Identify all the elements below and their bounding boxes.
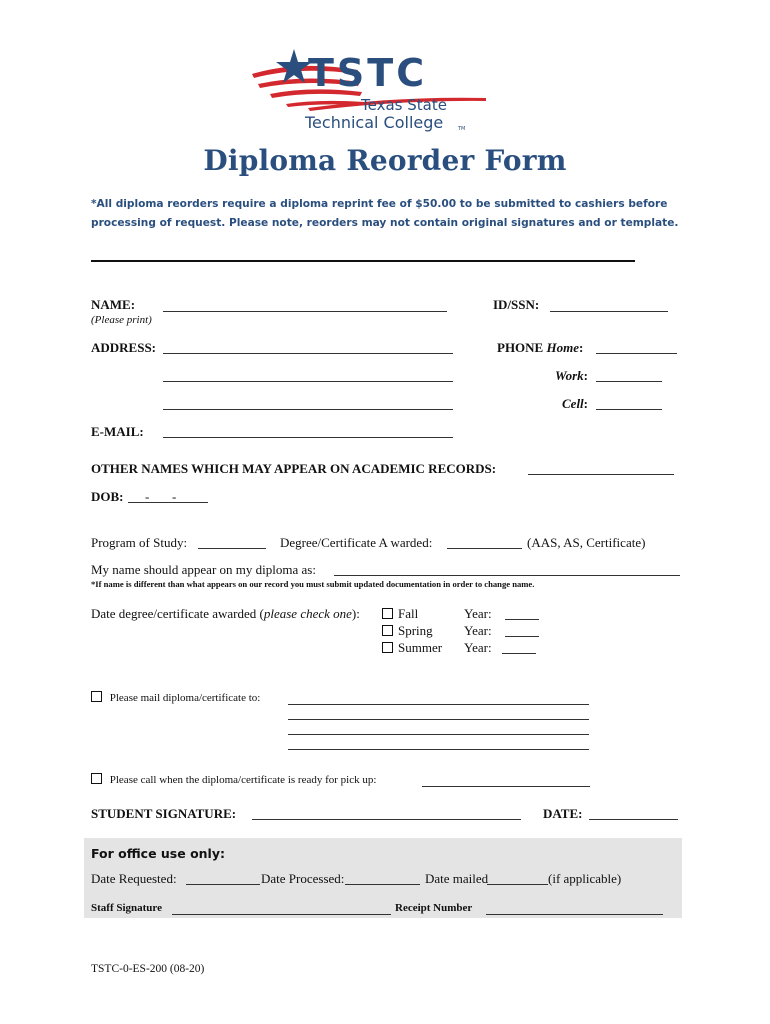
mail-address-field-4[interactable] <box>288 749 589 750</box>
address-field-3[interactable] <box>163 409 453 410</box>
term-summer-checkbox[interactable] <box>382 642 393 653</box>
phone-home-text: Home <box>546 340 579 355</box>
if-applicable-label: (if applicable) <box>548 871 622 886</box>
address-label: ADDRESS: <box>91 340 157 355</box>
other-names-label: OTHER NAMES WHICH MAY APPEAR ON ACADEMIC RECORDS: <box>91 461 497 476</box>
call-option-label: Please call when the diploma/certificate is ready for pick up: <box>109 774 377 786</box>
logo-line1: Texas State <box>361 96 447 114</box>
diploma-name-label: My name should appear on my diploma as: <box>91 562 316 577</box>
dob-separator-2: - <box>172 489 177 504</box>
name-label: NAME: <box>91 297 136 312</box>
staff-signature-field[interactable] <box>172 914 391 915</box>
fall-year-field[interactable] <box>505 619 539 620</box>
fee-notice-line-1: *All diploma reorders require a diploma reprint fee of $50.00 to be submitted to cashiers before <box>91 198 668 210</box>
term-fall[interactable] <box>382 606 418 622</box>
date-requested-label: Date Requested: <box>91 871 177 886</box>
logo-tm: TM <box>458 126 466 132</box>
phone-cell-field[interactable] <box>596 409 662 410</box>
date-requested-field[interactable] <box>186 884 260 885</box>
program-label: Program of Study: <box>91 535 188 550</box>
diploma-name-field[interactable] <box>334 575 680 576</box>
degree-field[interactable] <box>447 548 522 549</box>
form-title: Diploma Reorder Form <box>203 144 567 177</box>
spring-year-field[interactable] <box>505 636 539 637</box>
signature-field[interactable] <box>252 819 521 820</box>
name-change-note: *If name is different than what appears on our record you must submit updated documentation in order to change name. <box>91 579 535 589</box>
call-option-checkbox[interactable] <box>91 773 102 784</box>
dob-field[interactable] <box>128 502 208 503</box>
id-label: ID/SSN: <box>493 297 540 312</box>
signature-label: STUDENT SIGNATURE: <box>91 806 237 821</box>
office-use-heading: For office use only: <box>91 846 225 861</box>
logo-abbr: TSTC <box>308 51 428 95</box>
date-label: DATE: <box>543 806 583 821</box>
email-field[interactable] <box>163 437 453 438</box>
address-field-1[interactable] <box>163 353 453 354</box>
phone-cell-colon: : <box>583 396 589 411</box>
phone-home-colon: : <box>578 340 584 355</box>
mail-address-field-3[interactable] <box>288 734 589 735</box>
term-spring-label: Spring <box>398 623 433 638</box>
dob-label: DOB: <box>91 489 124 504</box>
summer-year-field[interactable] <box>502 653 536 654</box>
fee-notice-line-2: processing of request. Please note, reorders may not contain original signatures and or template. <box>91 217 679 229</box>
phone-work-field[interactable] <box>596 381 662 382</box>
fall-year-label: Year: <box>464 606 492 621</box>
date-processed-field[interactable] <box>345 884 420 885</box>
receipt-number-field[interactable] <box>486 914 663 915</box>
term-summer[interactable] <box>382 640 442 656</box>
date-field[interactable] <box>589 819 678 820</box>
call-option[interactable] <box>91 773 376 786</box>
other-names-field[interactable] <box>528 474 674 475</box>
id-field[interactable] <box>550 311 668 312</box>
address-field-2[interactable] <box>163 381 453 382</box>
phone-work-text: Work <box>555 368 584 383</box>
term-fall-label: Fall <box>398 606 419 621</box>
mail-option[interactable] <box>91 691 260 704</box>
term-spring-checkbox[interactable] <box>382 625 393 636</box>
spring-year-label: Year: <box>464 623 492 638</box>
term-summer-label: Summer <box>398 640 443 655</box>
name-hint: (Please print) <box>91 314 152 326</box>
date-awarded-end: ): <box>351 606 360 621</box>
date-awarded-text: Date degree/certificate awarded ( <box>91 606 264 621</box>
date-awarded-label <box>91 606 360 622</box>
section-divider <box>91 260 635 262</box>
mail-option-label: Please mail diploma/certificate to: <box>109 692 261 704</box>
mail-address-field-1[interactable] <box>288 704 589 705</box>
name-field[interactable] <box>163 311 447 312</box>
call-phone-field[interactable] <box>422 786 590 787</box>
degree-label: Degree/Certificate A warded: <box>280 535 433 550</box>
mail-option-checkbox[interactable] <box>91 691 102 702</box>
tstc-logo <box>248 44 498 134</box>
term-spring[interactable] <box>382 623 433 639</box>
phone-home-field[interactable] <box>596 353 677 354</box>
summer-year-label: Year: <box>464 640 492 655</box>
phone-work-label <box>555 368 588 384</box>
email-label: E-MAIL: <box>91 424 144 439</box>
fee-notice <box>91 195 691 233</box>
degree-types: (AAS, AS, Certificate) <box>527 535 646 550</box>
logo-line2: Technical College <box>305 113 444 132</box>
date-mailed-field[interactable] <box>487 884 548 885</box>
term-fall-checkbox[interactable] <box>382 608 393 619</box>
phone-cell-label <box>562 396 588 412</box>
dob-separator-1: - <box>145 489 150 504</box>
program-field[interactable] <box>198 548 266 549</box>
mail-address-field-2[interactable] <box>288 719 589 720</box>
phone-label: PHONE <box>497 340 544 355</box>
date-awarded-hint: please check one <box>263 606 352 621</box>
phone-home-label <box>497 340 583 356</box>
staff-signature-label: Staff Signature <box>91 902 162 914</box>
form-code: TSTC-0-ES-200 (08-20) <box>91 963 205 975</box>
date-mailed-label: Date mailed <box>425 871 489 886</box>
phone-work-colon: : <box>583 368 588 383</box>
date-processed-label: Date Processed: <box>261 871 345 886</box>
phone-cell-text: Cell <box>562 396 584 411</box>
receipt-number-label: Receipt Number <box>395 902 473 914</box>
